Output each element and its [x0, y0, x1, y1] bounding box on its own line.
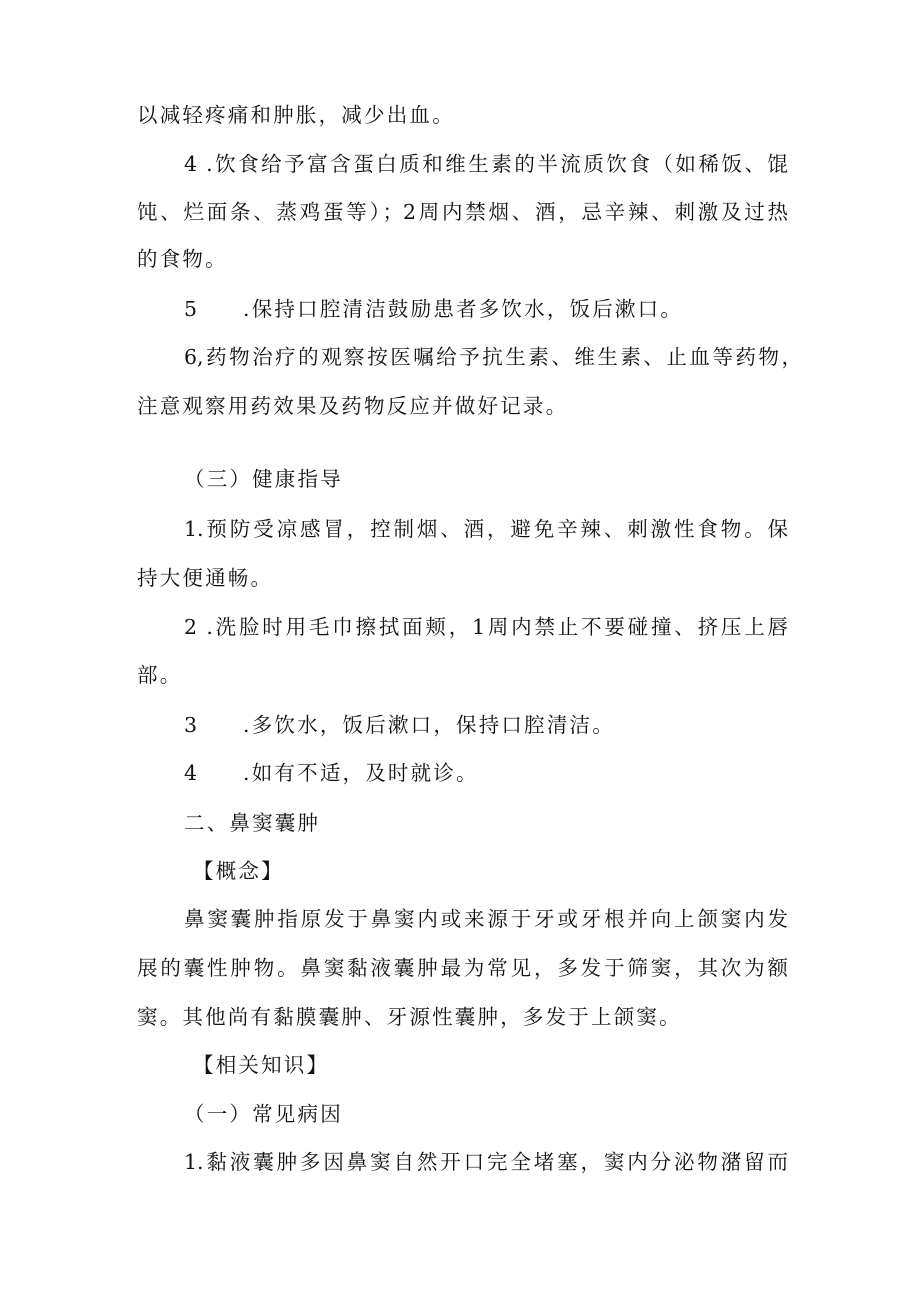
subheading-related-knowledge: 【相关知识】 — [193, 1053, 330, 1077]
list-item-oral-hygiene: .保持口腔清洁鼓励患者多饮水，饭后漱口。 — [243, 297, 684, 321]
paragraph-line: 窦。其他尚有黏膜囊肿、牙源性囊肿，多发于上颌窦。 — [137, 1005, 682, 1029]
section-heading-common-causes: （一）常见病因 — [184, 1102, 343, 1126]
paragraph-line: 鼻窦囊肿指原发于鼻窦内或来源于牙或牙根并向上颌窦内发 — [184, 907, 788, 931]
list-item-mucocele-cause: 1.黏液囊肿多因鼻窦自然开口完全堵塞，窦内分泌物潴留而 — [184, 1150, 788, 1174]
list-item-prevention: 1.预防受凉感冒，控制烟、酒，避免辛辣、刺激性食物。保 — [184, 517, 788, 541]
list-number: 3 — [184, 713, 200, 737]
paragraph-line: 持大便通畅。 — [137, 566, 274, 590]
paragraph-line: 展的囊性肿物。鼻窦黏液囊肿最为常见，多发于筛窦，其次为额 — [137, 956, 788, 980]
paragraph-line: 部。 — [137, 663, 183, 687]
paragraph-line: 注意观察用药效果及药物反应并做好记录。 — [137, 394, 569, 418]
list-item-face-washing: 2 .洗脸时用毛巾擦拭面颊，1周内禁止不要碰撞、挤压上唇 — [184, 615, 788, 639]
paragraph-line: 以减轻疼痛和肿胀，减少出血。 — [137, 103, 455, 127]
section-heading-sinus-cyst: 二、鼻窦囊肿 — [184, 811, 321, 835]
list-number: 5 — [184, 297, 200, 321]
section-heading-health-guidance: （三）健康指导 — [184, 467, 343, 491]
list-number: 4 — [184, 761, 200, 785]
list-item-seek-care: .如有不适，及时就诊。 — [243, 761, 479, 785]
list-item-drink-water: .多饮水，饭后漱口，保持口腔清洁。 — [243, 713, 615, 737]
list-item-medication: 6,药物治疗的观察按医嘱给予抗生素、维生素、止血等药物， — [184, 345, 802, 369]
subheading-concept: 【概念】 — [193, 859, 284, 883]
list-item-diet: 4 .饮食给予富含蛋白质和维生素的半流质饮食（如稀饭、馄 — [184, 152, 788, 176]
paragraph-line: 的食物。 — [137, 247, 228, 271]
paragraph-line: 饨、烂面条、蒸鸡蛋等）；2周内禁烟、酒，忌辛辣、刺激及过热 — [137, 200, 788, 224]
